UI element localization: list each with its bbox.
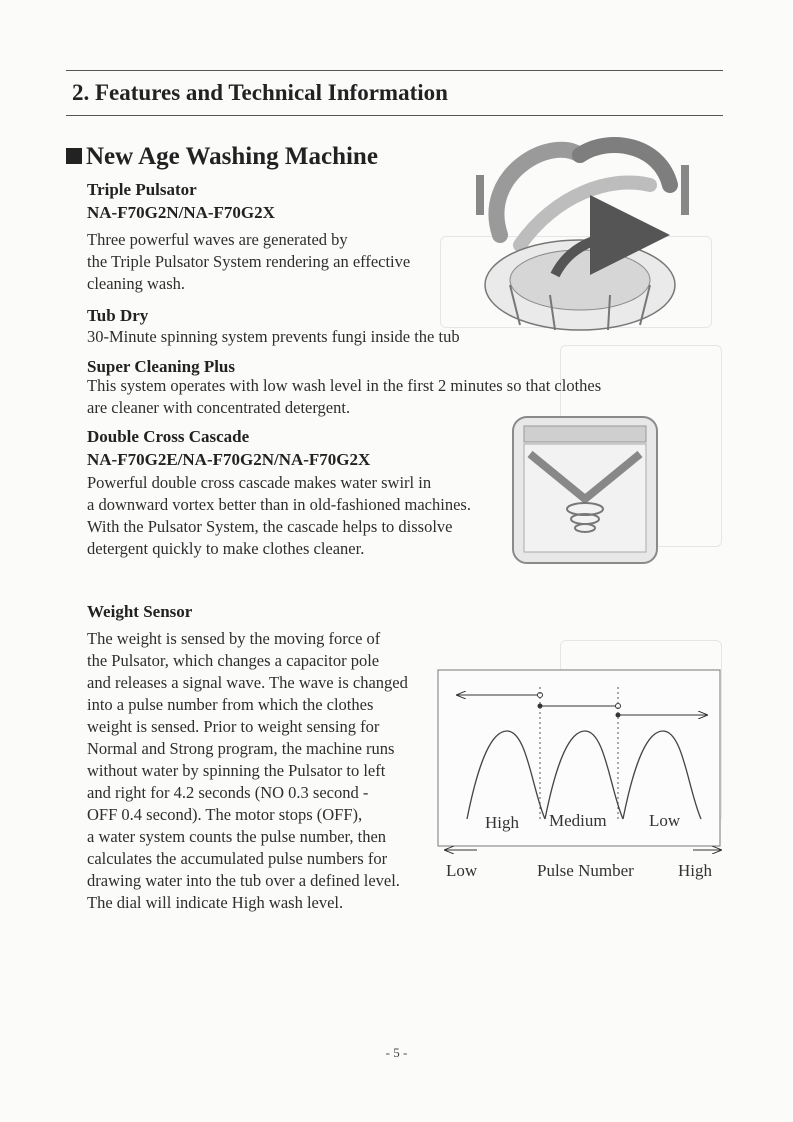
swirl-arrow-icon	[520, 183, 650, 246]
axis-label-pulse-number: Pulse Number	[537, 861, 634, 880]
page-number: - 5 -	[385, 1045, 408, 1060]
text-line: the Pulsator, which changes a capacitor pole	[87, 651, 380, 670]
text-line: are cleaner with concentrated detergent.	[87, 398, 351, 417]
text-line: cleaning wash.	[87, 274, 186, 293]
axis-label-high: High	[678, 861, 712, 880]
tub-rim	[524, 426, 646, 442]
feature-heading: Tub Dry	[87, 306, 149, 325]
text-line: This system operates with low wash level in the first 2 minutes so that clothes	[87, 376, 602, 395]
text-line: into a pulse number from which the clothes	[87, 695, 374, 714]
text-line: weight is sensed. Prior to weight sensing for	[87, 717, 380, 736]
feature-heading: Double Cross Cascade	[87, 427, 250, 446]
feature-heading: Weight Sensor	[87, 602, 193, 621]
feature-heading: Super Cleaning Plus	[87, 357, 236, 376]
text-line: drawing water into the tub over a defined level.	[87, 871, 400, 890]
pulsator-center	[510, 250, 650, 310]
feature-model: NA-F70G2E/NA-F70G2N/NA-F70G2X	[87, 450, 371, 469]
text-line: the Triple Pulsator System rendering an effective	[87, 252, 411, 271]
text-line: and releases a signal wave. The wave is changed	[87, 673, 408, 692]
text-line: a downward vortex better than in old-fashioned machines.	[87, 495, 471, 514]
text-line: 30-Minute spinning system prevents fungi inside the tub	[87, 327, 460, 346]
header-top-rule	[66, 70, 723, 71]
pulse-number-diagram	[437, 669, 723, 889]
feature-heading: Triple Pulsator	[87, 180, 197, 199]
text-line: detergent quickly to make clothes cleaner.	[87, 539, 365, 558]
section-title	[66, 143, 378, 171]
feature-description	[87, 472, 471, 560]
text-line: Powerful double cross cascade makes water swirl in	[87, 473, 432, 492]
triple-pulsator-illustration	[460, 125, 710, 345]
axis-label-low: Low	[446, 861, 478, 880]
section-title-text: New Age Washing Machine	[86, 143, 378, 170]
text-line: and right for 4.2 seconds (NO 0.3 second -	[87, 783, 369, 802]
header-bottom-rule	[66, 115, 723, 116]
chapter-title: 2. Features and Technical Information	[72, 80, 448, 105]
text-line: Three powerful waves are generated by	[87, 230, 348, 249]
text-line: a water system counts the pulse number, then	[87, 827, 387, 846]
text-line: without water by spinning the Pulsator to left	[87, 761, 386, 780]
cascade-illustration	[510, 414, 660, 566]
peak-label-medium: Medium	[549, 811, 607, 830]
text-line: With the Pulsator System, the cascade helps to dissolve	[87, 517, 453, 536]
square-bullet-icon	[66, 148, 82, 164]
feature-description	[87, 326, 460, 348]
text-line: The weight is sensed by the moving force of	[87, 629, 381, 648]
feature-description	[87, 628, 408, 914]
peak-label-low: Low	[649, 811, 681, 830]
text-line: Normal and Strong program, the machine runs	[87, 739, 395, 758]
feature-description	[87, 375, 601, 419]
peak-label-high: High	[485, 813, 519, 832]
text-line: OFF 0.4 second). The motor stops (OFF),	[87, 805, 363, 824]
text-line: calculates the accumulated pulse numbers for	[87, 849, 388, 868]
feature-description	[87, 229, 410, 295]
feature-model: NA-F70G2N/NA-F70G2X	[87, 203, 275, 222]
text-line: The dial will indicate High wash level.	[87, 893, 344, 912]
